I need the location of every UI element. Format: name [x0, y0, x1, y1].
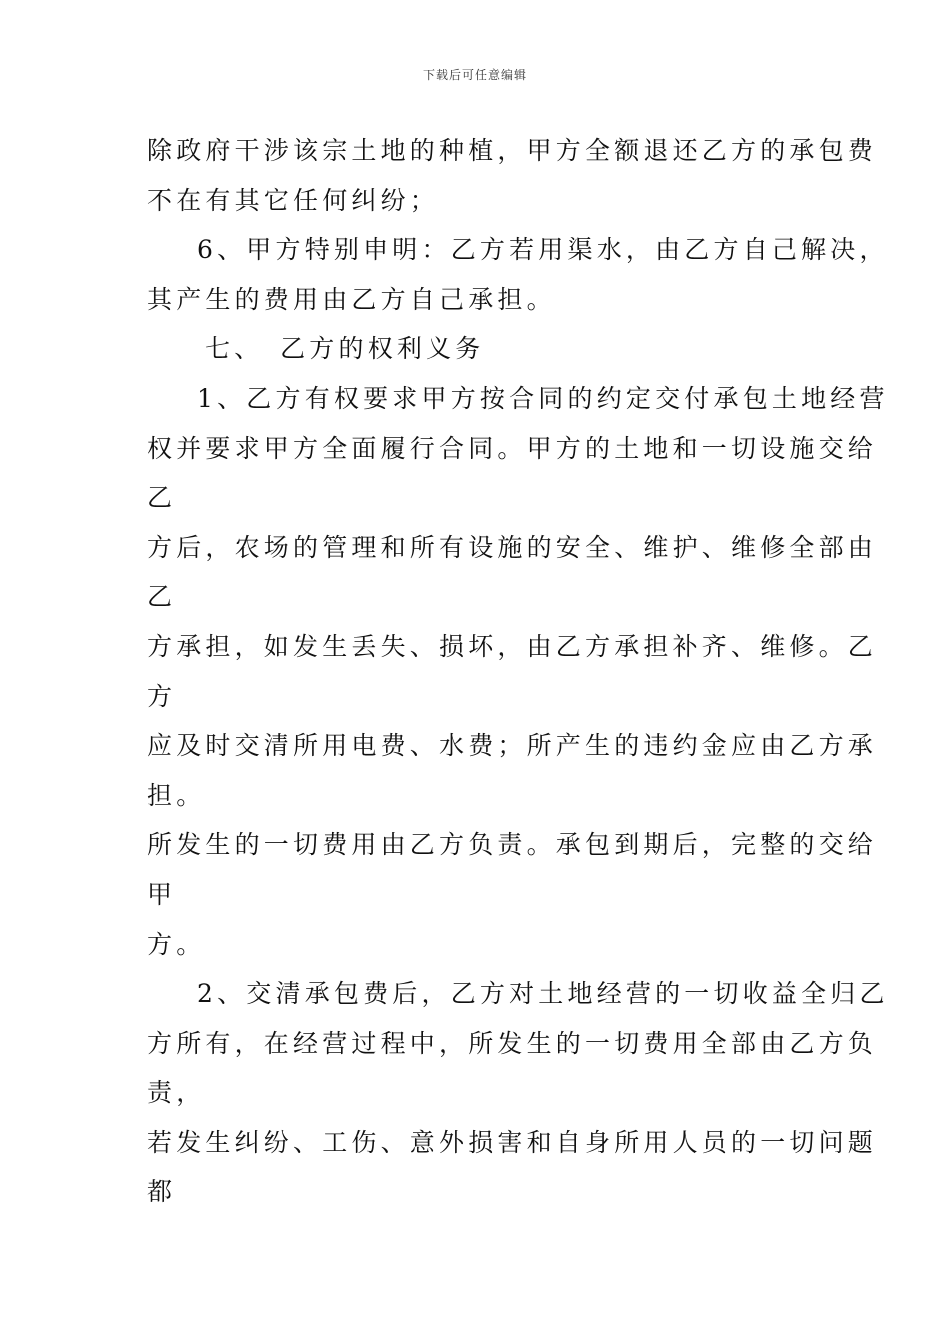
text-line: 方后，农场的管理和所有设施的安全、维护、维修全部由: [147, 532, 878, 562]
text-line: 若发生纠纷、工伤、意外损害和自身所用人员的一切问题: [147, 1127, 878, 1157]
text-line: 担。: [147, 780, 206, 810]
document-body: [147, 126, 889, 1217]
text-line: 甲: [147, 879, 177, 909]
text-line: 6、甲方特别申明：乙方若用渠水，由乙方自己解决，: [197, 235, 889, 265]
text-line: 方所有，在经营过程中，所发生的一切费用全部由乙方负: [147, 1028, 878, 1058]
text-line: 其产生的费用由乙方自己承担。: [147, 284, 556, 314]
text-line: 乙: [147, 483, 177, 513]
text-line: 应及时交清所用电费、水费；所产生的违约金应由乙方承: [147, 731, 878, 761]
text-line: 1、乙方有权要求甲方按合同的约定交付承包土地经营: [197, 383, 889, 413]
text-line: 都: [147, 1177, 177, 1207]
text-line: 2、交清承包费后，乙方对土地经营的一切收益全归乙: [197, 979, 889, 1009]
text-line: 乙: [147, 582, 177, 612]
text-line: 除政府干涉该宗土地的种植，甲方全额退还乙方的承包费: [147, 136, 878, 165]
text-line: 方承担，如发生丢失、损坏，由乙方承担补齐、维修。乙: [147, 631, 878, 661]
text-line: 所发生的一切费用由乙方负责。承包到期后，完整的交给: [147, 830, 878, 860]
text-line: 方: [147, 681, 177, 711]
text-line: 权并要求甲方全面履行合同。甲方的土地和一切设施交给: [147, 433, 878, 463]
page-header: 下载后可任意编辑: [422, 68, 527, 82]
section-heading: 七、 乙方的权利义务: [205, 334, 485, 364]
text-line: 方。: [147, 929, 206, 959]
text-line: 不在有其它任何纠纷；: [147, 185, 440, 215]
text-line: 责，: [147, 1078, 206, 1108]
